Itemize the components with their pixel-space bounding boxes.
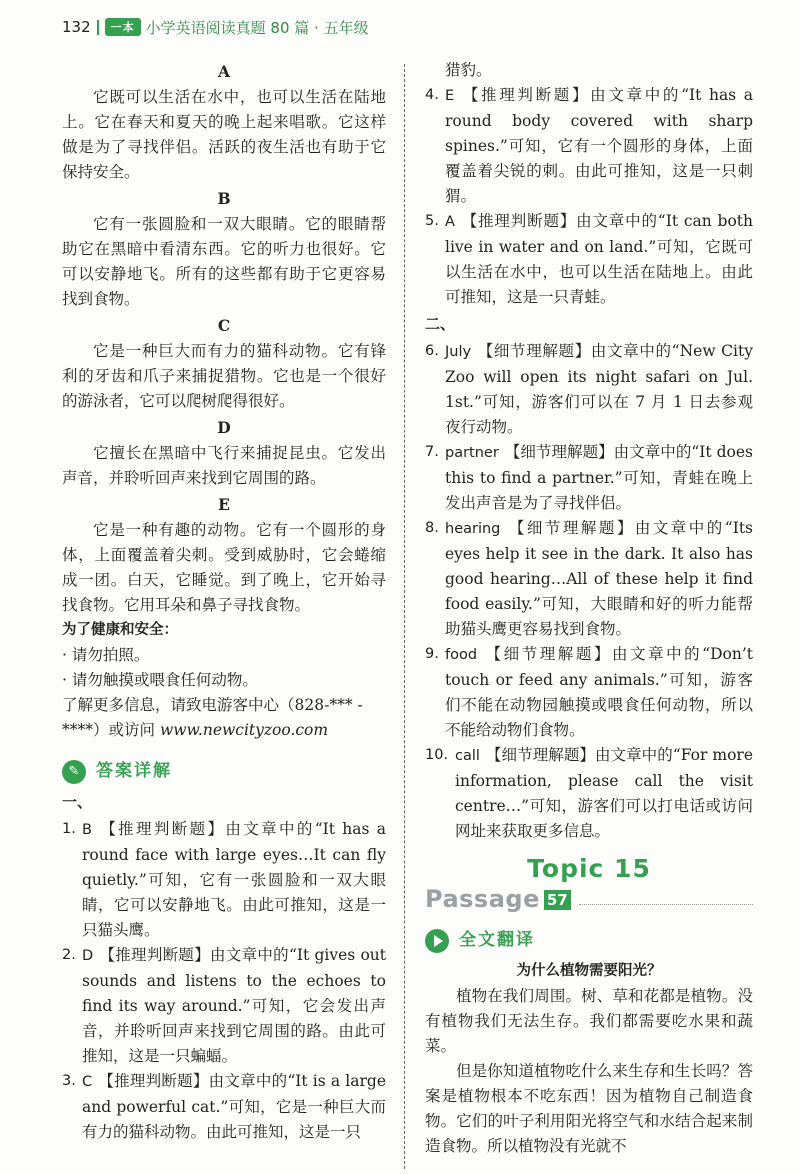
section-letter: C	[217, 316, 231, 335]
answer-number: 5.	[425, 213, 439, 229]
answer-key: B	[82, 822, 92, 838]
passage-header	[425, 887, 753, 912]
answer-key: call	[455, 748, 480, 764]
section-text: 它有一张圆脸和一双大眼睛。它的眼睛帮助它在黑暗中看清东西。它的听力也很好。它可以安静地飞。所有的这些都有助于它更容易找到食物。	[62, 215, 386, 308]
answer-key: C	[82, 1074, 93, 1090]
answer-explanation: 【细节理解题】由文章中的“For more information, please call the visit centre…”可知，游客们可以打电话或访问网址来获取更多信息。	[455, 746, 753, 840]
section-a	[62, 59, 386, 185]
article-paragraph: 植物在我们周围。树、草和花都是植物。没有植物我们无法生存。我们都需要吃水果和蔬菜。	[425, 987, 753, 1055]
passage-label: Passage	[425, 885, 540, 913]
answer-number: 1.	[62, 821, 76, 837]
answer-explanation: 【推理判断题】由文章中的“It can both live in water and on land.”可知，它既可以生活在水中，也可以生活在陆地上。由此可推知，这是一只青蛙。	[445, 212, 753, 306]
left-column	[62, 58, 386, 1145]
section-b	[62, 186, 386, 312]
answer-number: 6.	[425, 343, 439, 359]
translation-label: 全文翻译	[459, 930, 535, 950]
article-paragraph: 但是你知道植物吃什么来生存和生长吗？答案是植物根本不吃东西！因为植物自己制造食物。它们的叶子利用阳光将空气和水结合起来制造食物。所以植物没有光就不	[425, 1062, 753, 1155]
answer-explanation: 【细节理解题】由文章中的“Don’t touch or feed any animals.”可知，游客们不能在动物园触摸或喂食任何动物，所以不能给动物们食物。	[445, 645, 753, 739]
part-two-label: 二、	[425, 315, 456, 333]
section-d	[62, 415, 386, 491]
header-divider	[97, 20, 99, 35]
brand-logo: 一本	[105, 18, 141, 36]
answer-item	[425, 516, 753, 642]
page-number: 132	[62, 18, 91, 36]
section-text: 它是一种巨大而有力的猫科动物。它有锋利的牙齿和爪子来捕捉猎物。它也是一个很好的游泳者，它可以爬树爬得很好。	[62, 342, 386, 410]
play-icon	[425, 929, 449, 953]
answer-item	[425, 339, 753, 440]
answer-explanation: 【推理判断题】由文章中的“It gives out sounds and listens to the echoes to find its way around.”可知，它会发出声音，并聆听回声来找到它周围的路。由此可推知，这是一只蝙蝠。	[82, 946, 386, 1065]
website-link[interactable]: www.newcityzoo.com	[159, 721, 329, 739]
answer-item	[425, 743, 753, 844]
answer-key: July	[445, 344, 472, 360]
dotted-rule	[579, 904, 753, 905]
page-header	[62, 14, 369, 40]
answer-number: 7.	[425, 444, 439, 460]
info-text: 了解更多信息，请致电游客中心（828-*** -****）或访问	[62, 696, 363, 739]
answer-number: 8.	[425, 520, 439, 536]
column-divider	[404, 64, 405, 1169]
section-text: 它擅长在黑暗中飞行来捕捉昆虫。它发出声音，并聆听回声来找到它周围的路。	[62, 444, 386, 487]
answer-item	[62, 817, 386, 943]
answer-explanation: 【细节理解题】由文章中的“New City Zoo will open its night safari on Jul. 1st.”可知，游客们可以在 7 月 1 日去参观夜行动物。	[445, 342, 753, 436]
answer-number: 4.	[425, 87, 439, 103]
safety-bullet: · 请勿拍照。	[62, 646, 150, 664]
continuation-text: 猎豹。	[445, 61, 492, 79]
answer-number: 9.	[425, 646, 439, 662]
section-letter: B	[217, 189, 231, 208]
answer-item	[425, 83, 753, 209]
answer-icon: ✎	[62, 760, 86, 784]
answer-number: 2.	[62, 947, 76, 963]
answer-item	[425, 642, 753, 743]
answer-explanation: 【推理判断题】由文章中的“It is a large and powerful cat.”可知，它是一种巨大而有力的猫科动物。由此可推知，这是一只	[82, 1072, 386, 1141]
answer-item	[425, 440, 753, 516]
answer-key: partner	[445, 445, 499, 461]
safety-heading: 为了健康和安全：	[62, 622, 178, 638]
section-text: 它既可以生活在水中，也可以生活在陆地上。它在春天和夏天的晚上起来唱歌。它这样做是为了寻找伴侣。活跃的夜生活也有助于它保持安全。	[62, 88, 386, 181]
section-c	[62, 313, 386, 414]
right-column	[425, 58, 753, 1159]
answer-explanation: 【细节理解题】由文章中的“It does this to find a partner.”可知，青蛙在晚上发出声音是为了寻找伴侣。	[445, 443, 753, 512]
answer-item	[62, 943, 386, 1069]
passage-number: 57	[544, 890, 571, 910]
section-letter: D	[217, 418, 231, 437]
safety-bullet: · 请勿触摸或喂食任何动物。	[62, 671, 258, 689]
info-paragraph	[62, 693, 386, 743]
answer-explanation: 【推理判断题】由文章中的“It has a round body covered with sharp spines.”可知，它有一个圆形的身体，上面覆盖着尖锐的刺。由此可推知，这是一只刺猬。	[445, 86, 753, 205]
article-title: 为什么植物需要阳光？	[516, 963, 662, 979]
answer-key: A	[445, 214, 455, 230]
answer-number: 10.	[425, 747, 449, 763]
answer-explanation: 【细节理解题】由文章中的“Its eyes help it see in the dark. It also has good hearing…All of these help it find food easily.”可知，大眼睛和好的听力能帮助猫头鹰更容易找到食物。	[445, 519, 753, 638]
answer-key: E	[445, 88, 455, 104]
answer-item	[425, 209, 753, 310]
answer-explanation: 【推理判断题】由文章中的“It has a round face with large eyes…It can fly quietly.”可知，它有一张圆脸和一双大眼睛，它可以安静地飞。由此可推知，这是一只猫头鹰。	[82, 820, 386, 939]
section-letter: A	[217, 62, 231, 81]
answer-number: 3.	[62, 1073, 76, 1089]
answer-label: 答案详解	[96, 761, 172, 781]
translation-header	[425, 928, 753, 953]
section-letter: E	[218, 495, 230, 514]
answer-key: food	[445, 647, 478, 663]
section-e	[62, 492, 386, 618]
answer-header	[62, 759, 386, 784]
answer-key: D	[82, 948, 94, 964]
part-one-label: 一、	[62, 793, 93, 811]
topic-title: Topic 15	[527, 854, 651, 883]
answer-item	[62, 1069, 386, 1145]
answer-key: hearing	[445, 521, 501, 537]
book-title: 小学英语阅读真题 80 篇 · 五年级	[145, 18, 369, 37]
section-text: 它是一种有趣的动物。它有一个圆形的身体，上面覆盖着尖刺。受到威胁时，它会蜷缩成一团。白天，它睡觉。到了晚上，它开始寻找食物。它用耳朵和鼻子寻找食物。	[62, 521, 386, 614]
